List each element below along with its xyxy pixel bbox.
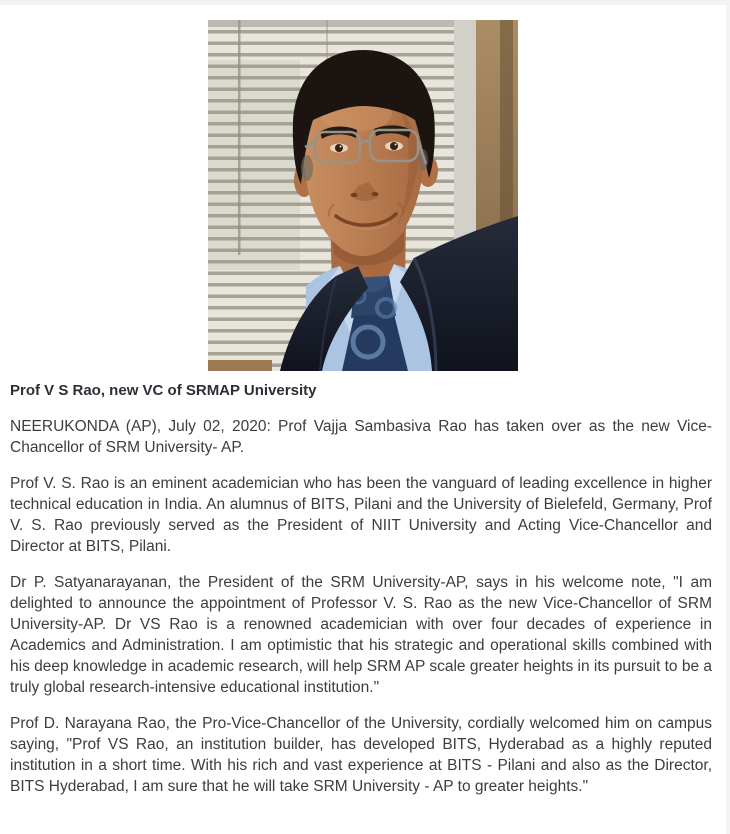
photo-caption: Prof V S Rao, new VC of SRMAP University (10, 382, 317, 399)
paragraph-bio: Prof V. S. Rao is an eminent academician who has been the vanguard of leading excellence in higher technical education in India. An alumnus of BITS, Pilani and the University of Bielefeld, Germany, Prof V. S. Rao previously served as the President of NIIT University and Acting Vice-Chancellor and Director at BITS, Pilani. (10, 475, 712, 555)
prof-photo-illustration (208, 20, 518, 371)
article-content (0, 5, 726, 834)
paragraph-pro-vc-quote: Prof D. Narayana Rao, the Pro-Vice-Chancellor of the University, cordially welcomed him on campus saying, "Prof VS Rao, an institution builder, has developed BITS, Hyderabad as a highly reputed institution in a short time. With his rich and vast experience at BITS - Pilani and also as the Director, BITS Hyderabad, I am sure that he will take SRM University - AP to greater heights." (10, 715, 712, 795)
prof-photo (208, 20, 518, 371)
windowsill (208, 360, 272, 371)
paragraph-dateline: NEERUKONDA (AP), July 02, 2020: Prof Vajja Sambasiva Rao has taken over as the new Vice-Chancellor of SRM University- AP. (10, 418, 712, 456)
paragraph-president-quote: Dr P. Satyanarayanan, the President of the SRM University-AP, says in his welcome note, "I am delighted to announce the appointment of Professor V. S. Rao as the new Vice-Chancellor of SRM University-AP. Dr VS Rao is a renowned academician with over four decades of experience in Academics and Administration. I am optimistic that his strategic and operational skills combined with his deep knowledge in academic research, will help SRM AP scale greater heights in its pursuit to be a truly global research-intensive educational institution." (10, 574, 712, 696)
